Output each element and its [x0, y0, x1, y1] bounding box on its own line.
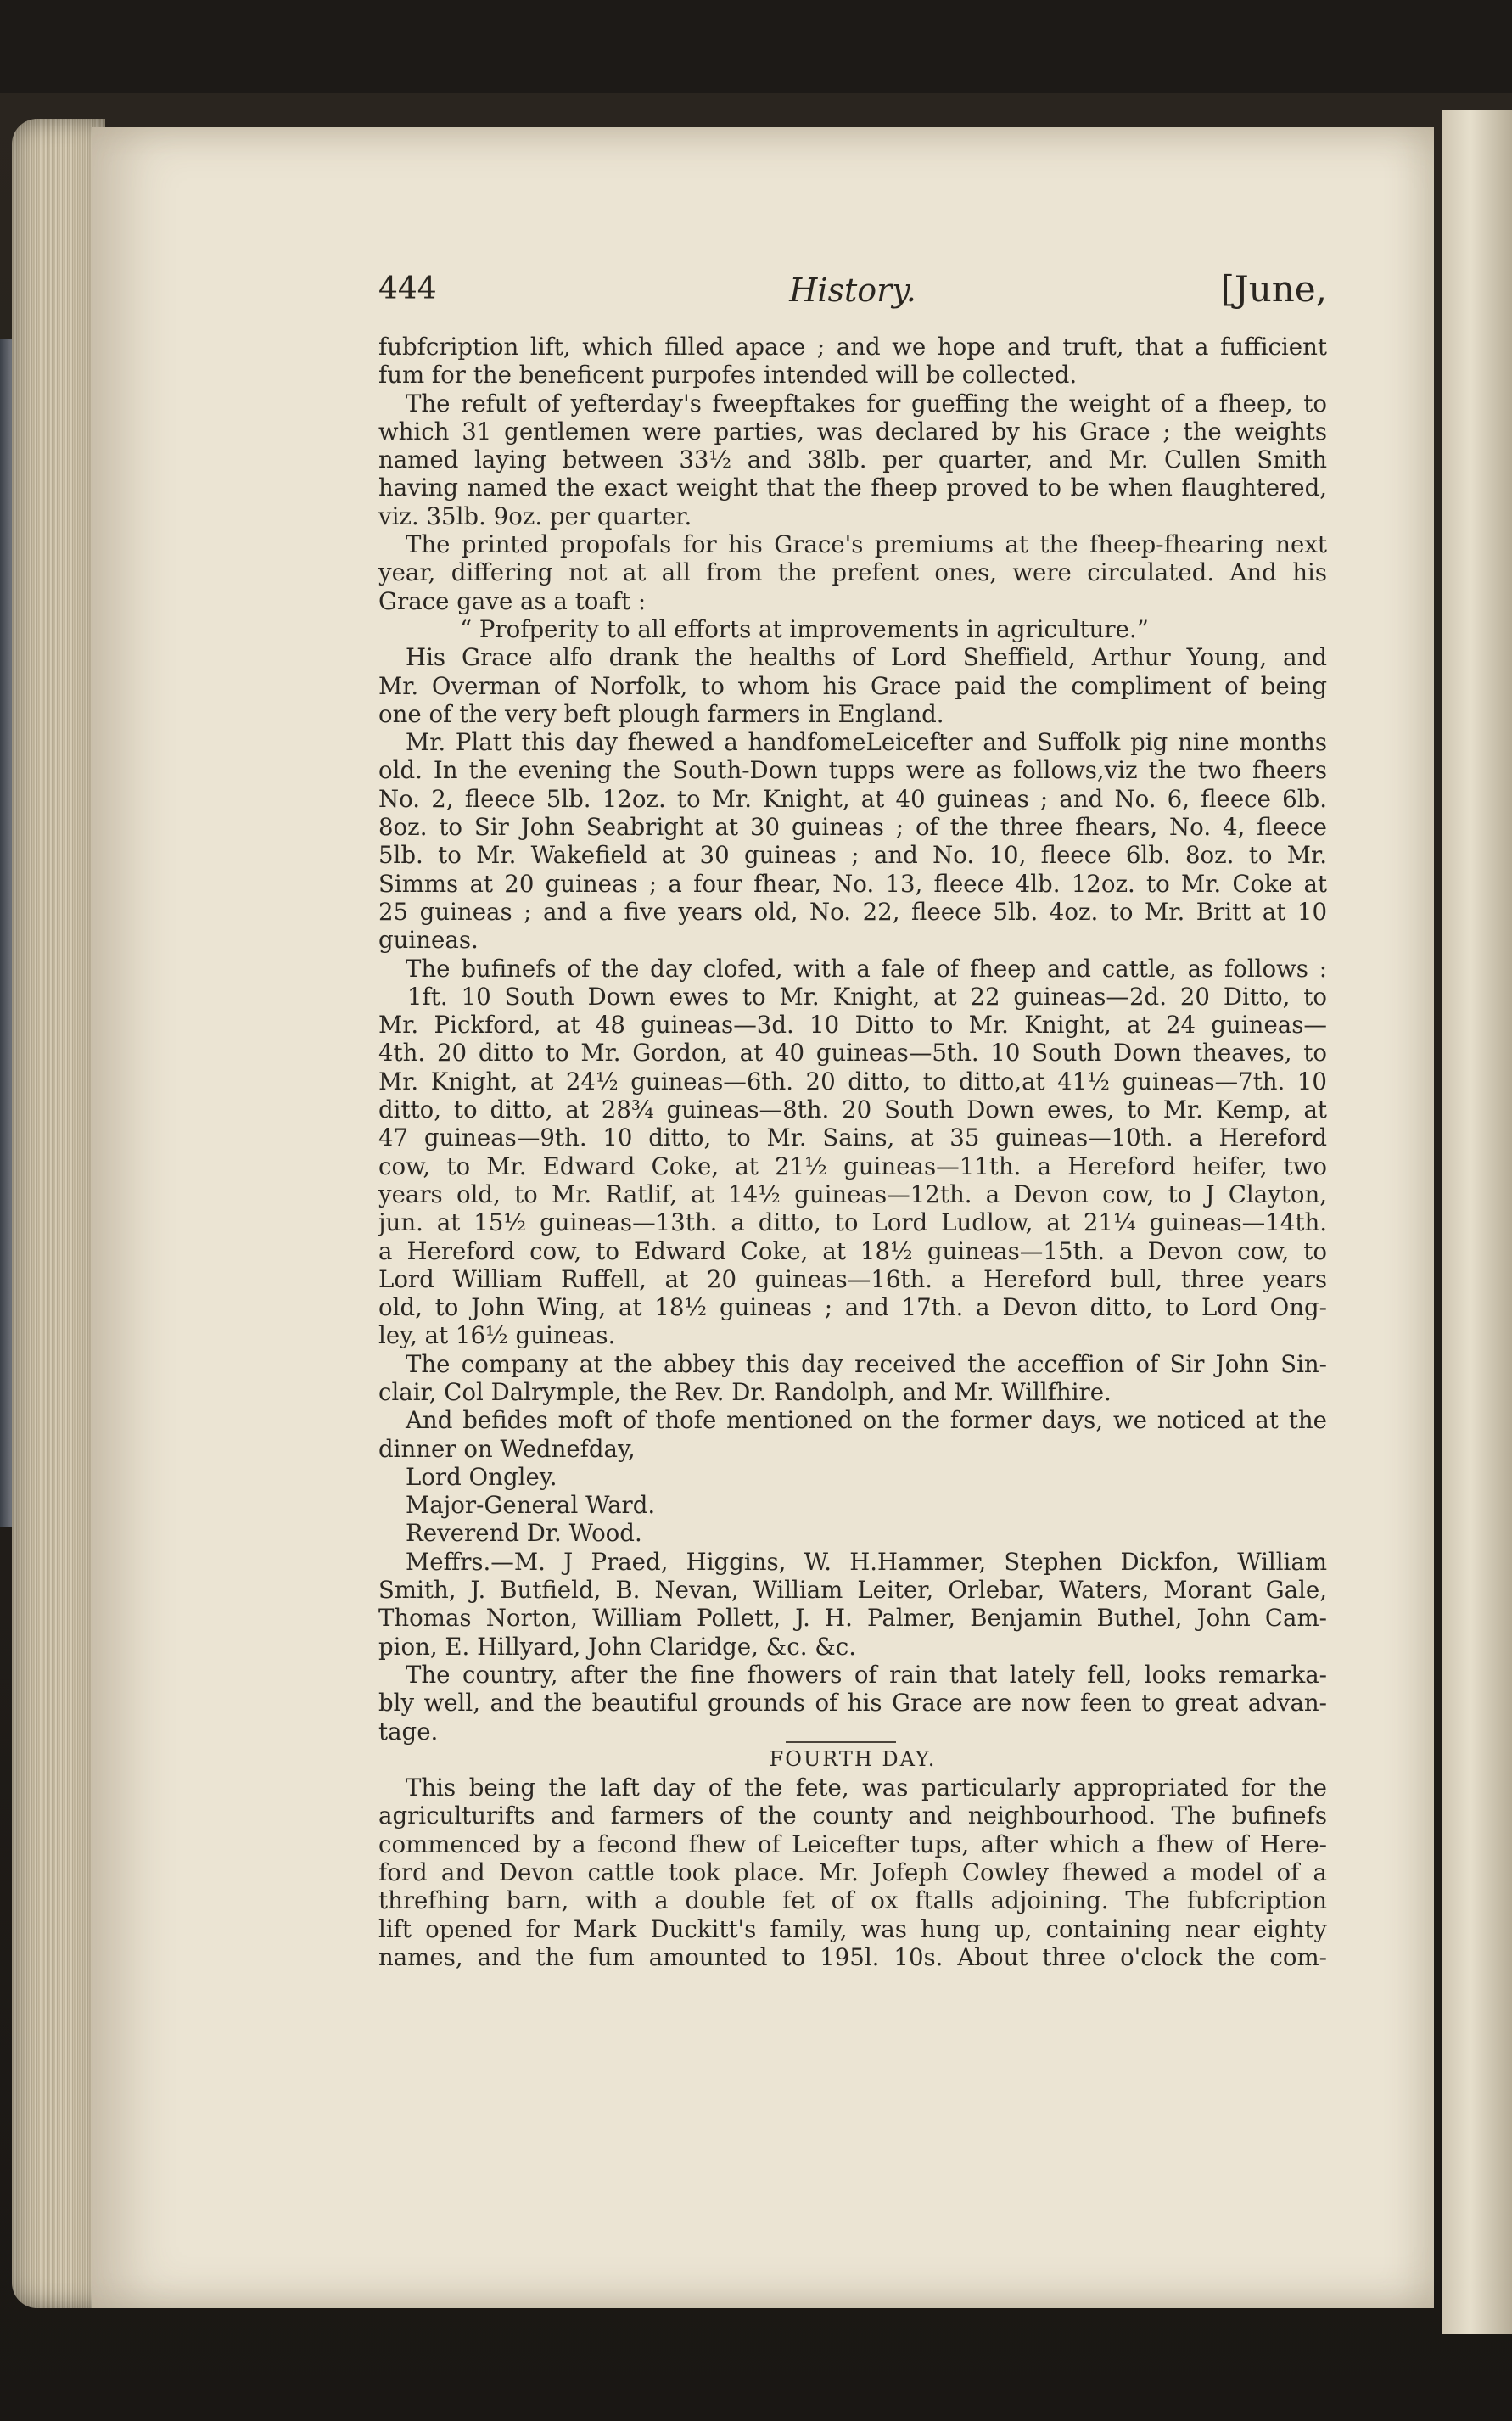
- text-line: having named the exact weight that the fheep proved to be when flaughtered,: [378, 474, 1327, 502]
- text-line: jun. at 15½ guineas—13th. a ditto, to Lord Ludlow, at 21¼ guineas—14th.: [378, 1208, 1327, 1237]
- text-line: bly well, and the beautiful grounds of his Grace are now feen to great advan-: [378, 1689, 1327, 1718]
- text-line: guineas.: [378, 926, 479, 955]
- text-line: Mr. Platt this day fhewed a handfomeLeicefter and Suffolk pig nine months: [406, 728, 1327, 757]
- text-line: This being the laft day of the fete, was particularly appropriated for the: [406, 1774, 1327, 1802]
- text-line: Mr. Knight, at 24½ guineas—6th. 20 ditto, to ditto,at 41½ guineas—7th. 10: [378, 1067, 1327, 1096]
- facing-page-edge: [1442, 110, 1512, 2334]
- text-line: The bufinefs of the day clofed, with a fale of fheep and cattle, as follows :: [406, 954, 1327, 983]
- text-line: 47 guineas—9th. 10 ditto, to Mr. Sains, at 35 guineas—10th. a Hereford: [378, 1124, 1327, 1152]
- text-line: No. 2, fleece 5lb. 12oz. to Mr. Knight, at 40 guineas ; and No. 6, fleece 6lb.: [378, 784, 1327, 813]
- text-line: “ Profperity to all efforts at improvements in agriculture.”: [460, 614, 1149, 643]
- text-line: 4th. 20 ditto to Mr. Gordon, at 40 guineas—5th. 10 South Down theaves, to: [378, 1039, 1327, 1068]
- text-line: cow, to Mr. Edward Coke, at 21½ guineas—11th. a Hereford heifer, two: [378, 1152, 1327, 1180]
- text-line: fum for the beneficent purpofes intended will be collected.: [378, 361, 1078, 389]
- text-line: Smith, J. Butfield, B. Nevan, William Leiter, Orlebar, Waters, Morant Gale,: [378, 1576, 1327, 1605]
- text-line: Lord William Ruffell, at 20 guineas—16th. a Hereford bull, three years: [378, 1264, 1327, 1293]
- page-header: [378, 268, 1327, 314]
- text-line: 8oz. to Sir John Seabright at 30 guineas ; of the three fhears, No. 4, fleece: [378, 813, 1327, 842]
- text-line: FOURTH DAY.: [769, 1746, 937, 1771]
- text-line: ford and Devon cattle took place. Mr. Jofeph Cowley fhewed a model of a: [378, 1858, 1327, 1887]
- text-line: years old, to Mr. Ratlif, at 14½ guineas—12th. a Devon cow, to J Clayton,: [378, 1180, 1327, 1208]
- text-line: which 31 gentlemen were parties, was declared by his Grace ; the weights: [378, 417, 1327, 446]
- text-line: old. In the evening the South-Down tupps were as follows,viz the two fheers: [378, 756, 1327, 785]
- text-line: names, and the fum amounted to 195l. 10s. About three o'clock the com-: [378, 1942, 1327, 1971]
- text-line: ley, at 16½ guineas.: [378, 1321, 616, 1350]
- text-line: tage.: [378, 1718, 1327, 1746]
- text-line: threfhing barn, with a double fet of ox ftalls adjoining. The fubfcription: [378, 1886, 1327, 1915]
- text-line: one of the very beft plough farmers in England.: [378, 699, 944, 728]
- text-line: 5lb. to Mr. Wakefield at 30 guineas ; and No. 10, fleece 6lb. 8oz. to Mr.: [378, 841, 1327, 870]
- text-line: His Grace alfo drank the healths of Lord Sheffield, Arthur Young, and: [406, 643, 1327, 672]
- text-line: 25 guineas ; and a five years old, No. 22, fleece 5lb. 4oz. to Mr. Britt at 10: [378, 897, 1327, 926]
- text-line: viz. 35lb. 9oz. per quarter.: [378, 502, 692, 530]
- section-rule: [786, 1741, 896, 1743]
- text-line: dinner on Wednefday,: [378, 1434, 636, 1463]
- text-line: Thomas Norton, William Pollett, J. H. Palmer, Benjamin Buthel, John Cam-: [378, 1604, 1327, 1633]
- text-line: The company at the abbey this day received the acceffion of Sir John Sin-: [406, 1349, 1327, 1378]
- text-line: Major-General Ward.: [406, 1491, 656, 1520]
- running-title: History.: [789, 272, 916, 309]
- text-line: pion, E. Hillyard, John Claridge, &c. &c.: [378, 1632, 857, 1661]
- text-line: ditto, to ditto, at 28¾ guineas—8th. 20 South Down ewes, to Mr. Kemp, at: [378, 1096, 1327, 1124]
- text-line: Meffrs.—M. J Praed, Higgins, W. H.Hammer, Stephen Dickfon, William: [406, 1547, 1327, 1576]
- text-line: Lord Ongley.: [406, 1462, 557, 1491]
- body-text: [378, 333, 1327, 1971]
- text-line: clair, Col Dalrymple, the Rev. Dr. Randolph, and Mr. Willfhire.: [378, 1377, 1112, 1406]
- text-line: Reverend Dr. Wood.: [406, 1519, 642, 1548]
- text-line: a Hereford cow, to Edward Coke, at 18½ guineas—15th. a Devon cow, to: [378, 1236, 1327, 1265]
- text-line: Mr. Pickford, at 48 guineas—3d. 10 Ditto to Mr. Knight, at 24 guineas—: [378, 1011, 1327, 1040]
- text-line: year, differing not at all from the prefent ones, were circulated. And his: [378, 558, 1327, 587]
- text-line: lift opened for Mark Duckitt's family, was hung up, containing near eighty: [378, 1914, 1327, 1943]
- text-line: named laying between 33½ and 38lb. per quarter, and Mr. Cullen Smith: [378, 446, 1327, 474]
- text-line: old, to John Wing, at 18½ guineas ; and 17th. a Devon ditto, to Lord Ong-: [378, 1293, 1327, 1322]
- text-line: commenced by a fecond fhew of Leicefter tups, after which a fhew of Here-: [378, 1830, 1327, 1858]
- text-line: agriculturifts and farmers of the county and neighbourhood. The bufinefs: [378, 1802, 1327, 1830]
- text-line: The printed propofals for his Grace's premiums at the fheep-fhearing next: [406, 530, 1327, 559]
- text-line: fubfcription lift, which filled apace ; and we hope and truft, that a fufficient: [378, 333, 1327, 361]
- text-line: Simms at 20 guineas ; a four fhear, No. 13, fleece 4lb. 12oz. to Mr. Coke at: [378, 869, 1327, 898]
- text-line: Mr. Overman of Norfolk, to whom his Grace paid the compliment of being: [378, 671, 1327, 700]
- text-line: And befides moft of thofe mentioned on the former days, we noticed at the: [406, 1406, 1327, 1435]
- text-line: 1ft. 10 South Down ewes to Mr. Knight, at 22 guineas—2d. 20 Ditto, to: [407, 982, 1327, 1011]
- text-line: The country, after the fine fhowers of rain that lately fell, looks remarka-: [406, 1660, 1327, 1689]
- page-number: 444: [378, 272, 437, 306]
- month-heading: [June,: [1220, 268, 1327, 310]
- text-line: Grace gave as a toaft :: [378, 586, 647, 615]
- text-line: The refult of yefterday's fweepftakes for gueffing the weight of a fheep, to: [406, 389, 1327, 418]
